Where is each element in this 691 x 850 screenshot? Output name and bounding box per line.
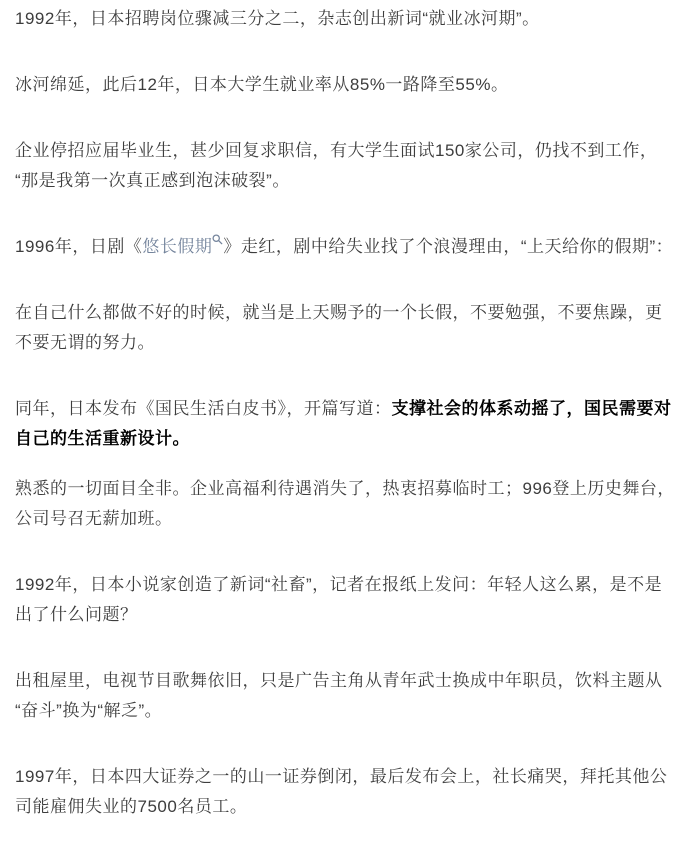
- paragraph: [15, 474, 675, 534]
- text-run: 1992年，日本小说家创造了新词“社畜”，记者在报纸上发问：年轻人这么累，是不是出了什么问题？: [15, 575, 663, 624]
- text-run: 出租屋里，电视节目歌舞依旧，只是广告主角从青年武士换成中年职员，饮料主题从“奋斗”换为“解乏”。: [15, 671, 663, 720]
- paragraph: [15, 70, 675, 100]
- paragraph: [15, 4, 675, 34]
- paragraph: [15, 232, 675, 262]
- paragraph: [15, 666, 675, 726]
- paragraph: [15, 394, 675, 454]
- text-run: 企业停招应届毕业生，甚少回复求职信，有大学生面试150家公司，仍找不到工作，“那是我第一次真正感到泡沫破裂”。: [15, 141, 658, 190]
- text-run: 1997年，日本四大证券之一的山一证券倒闭，最后发布会上，社长痛哭，拜托其他公司能雇佣失业的7500名员工。: [15, 767, 668, 816]
- text-run: 》走红，剧中给失业找了个浪漫理由，“上天给你的假期”：: [223, 237, 674, 256]
- search-icon[interactable]: [212, 234, 223, 245]
- paragraph: [15, 298, 675, 358]
- paragraph: [15, 762, 675, 822]
- paragraph: [15, 136, 675, 196]
- text-run: 冰河绵延，此后12年，日本大学生就业率从85%一路降至55%。: [15, 75, 509, 94]
- text-run: 熟悉的一切面目全非。企业高福利待遇消失了，热衷招募临时工；996登上历史舞台，公司号召无薪加班。: [15, 479, 675, 528]
- drama-title-link[interactable]: 悠长假期: [142, 237, 213, 256]
- paragraph: [15, 570, 675, 630]
- text-run: 1996年，日剧《: [15, 237, 143, 256]
- text-run: 同年，日本发布《国民生活白皮书》，开篇写道：: [15, 399, 392, 418]
- text-run: 1992年，日本招聘岗位骤减三分之二，杂志创出新词“就业冰河期”。: [15, 9, 540, 28]
- bold-text-run: 支撑社会的体系动摇了，国民需要对自己的生活重新设计。: [15, 399, 672, 448]
- text-run: 在自己什么都做不好的时候，就当是上天赐予的一个长假，不要勉强，不要焦躁，更不要无谓的努力。: [15, 303, 663, 352]
